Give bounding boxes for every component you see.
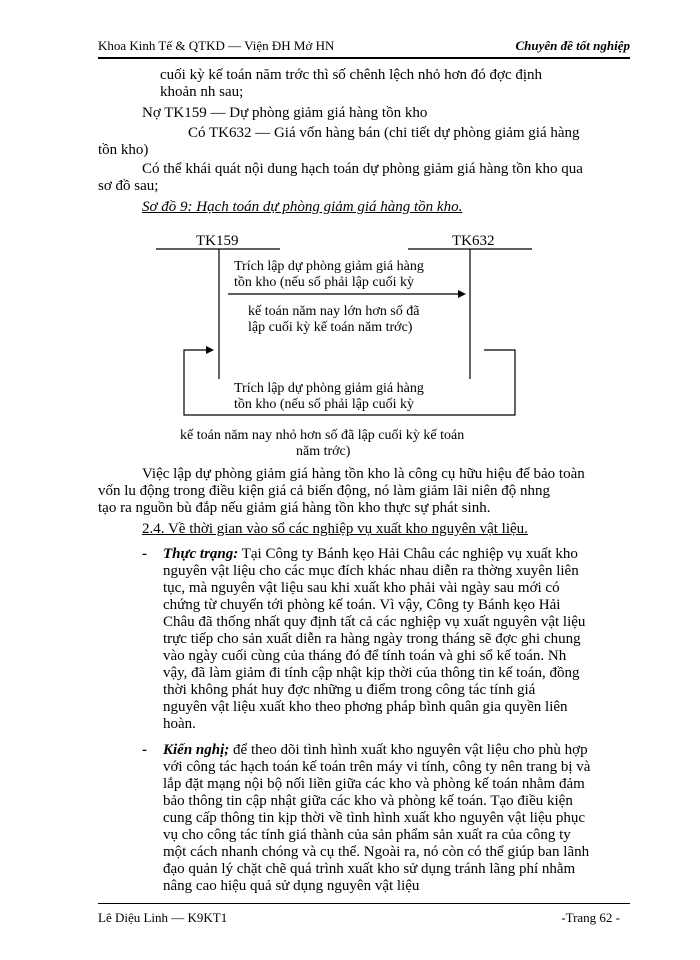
bullet-2-mark: - — [142, 742, 147, 758]
bullet-1-line-3: chứng từ chuyển tới phòng kế toán. Vì vậy, Công ty Bánh kẹo Hải — [163, 597, 561, 613]
bullet-1-label: Thực trạng: — [163, 546, 239, 562]
intro-line-2: khoản nh sau; — [160, 84, 244, 100]
top-label-2: tồn kho (nếu số phải lập cuối kỳ — [234, 275, 415, 290]
bullet-1-line-2: tục, mà nguyên vật liệu sau khi xuất kho phải vài ngày sau mới có — [163, 580, 560, 596]
section-heading: 2.4. Về thời gian vào sổ các nghiệp vụ xuất kho nguyên vật liệu. — [142, 521, 528, 537]
top-label-3: kế toán năm nay lớn hơn số đã — [248, 304, 420, 319]
conclusion-line-3: tạo ra nguồn bù đắp nếu giảm giá hàng tồn kho thực sự phát sinh. — [98, 500, 491, 516]
bullet-1-text-0: Tại Công ty Bánh kẹo Hải Châu các nghiệp vụ xuất kho — [238, 546, 578, 562]
bullet-1-line-5: trực tiếp cho sản xuất diễn ra hàng ngày trong tháng sẽ đợc ghi chung — [163, 631, 581, 647]
diagram-caption: Sơ đồ 9: Hạch toán dự phòng giảm giá hàng tồn kho. — [142, 199, 463, 215]
bottom-label-3: kế toán năm nay nhỏ hơn số đã lập cuối kỳ kế toán — [180, 428, 465, 443]
bottom-label-1: Trích lập dự phòng giảm giá hàng — [234, 381, 424, 396]
summary-line-1: Có thể khái quát nội dung hạch toán dự phòng giảm giá hàng tồn kho qua — [142, 161, 583, 177]
conclusion-line-1: Việc lập dự phòng giảm giá hàng tồn kho là công cụ hữu hiệu để bảo toàn — [142, 466, 585, 482]
intro-line-1: cuối kỳ kế toán năm trớc thì số chênh lệch nhỏ hơn đó đợc định — [160, 67, 543, 83]
account-tk159: TK159 — [196, 233, 239, 249]
footer-rule — [98, 903, 630, 904]
bottom-label-4: năm trớc) — [296, 444, 351, 459]
account-tk632: TK632 — [452, 233, 495, 249]
bullet-2-line-3: bảo thông tin cập nhật giữa các kho và phòng kế toán. Tạo điều kiện — [163, 793, 573, 809]
credit-entry-line-2: tồn kho) — [98, 142, 149, 158]
bullet-2-line-8: nâng cao hiệu quả sử dụng nguyên vật liệu — [163, 878, 420, 894]
top-label-4: lập cuối kỳ kế toán năm trớc) — [248, 320, 413, 335]
bottom-arrowhead — [206, 346, 214, 354]
header-right: Chuyên đề tốt nghiệp — [515, 38, 630, 53]
header-left: Khoa Kinh Tế & QTKD — Viện ĐH Mở HN — [98, 38, 335, 53]
top-arrowhead — [458, 290, 466, 298]
bullet-1-line-6: vào ngày cuối cùng của tháng đó để tính toán và ghi sổ kế toán. Nh — [163, 648, 567, 664]
bullet-1-line-7: vậy, đã làm giảm đi tính cập nhật kịp thời của thông tin kế toán, đồng — [163, 665, 580, 681]
footer-right: -Trang 62 - — [561, 910, 620, 925]
bullet-2-line-6: một cách nhanh chóng và cụ thể. Ngoài ra, nó còn có thể giúp ban lãnh — [163, 844, 590, 860]
credit-entry-line-1: Có TK632 — Giá vốn hàng bán (chi tiết dự phòng giảm giá hàng — [188, 125, 580, 141]
bullet-2-line-4: cung cấp thông tin kịp thời về tình hình xuất kho nguyên vật liệu phục — [163, 810, 586, 826]
bottom-label-2: tồn kho (nếu số phải lập cuối kỳ — [234, 397, 415, 412]
bullet-1-line-1: nguyên vật liệu cho các mục đích khác nhau diễn ra thờng xuyên liên — [163, 563, 579, 579]
top-label-1: Trích lập dự phòng giảm giá hàng — [234, 259, 424, 274]
bullet-1-line-10: hoàn. — [163, 716, 196, 732]
bullet-1-line-9: nguyên vật liệu xuất kho theo phơng pháp bình quân gia quyền liên — [163, 699, 568, 715]
bullet-1-mark: - — [142, 546, 147, 562]
bullet-2-line-1: với công tác hạch toán kế toán trên máy vi tính, công ty nên trang bị và — [163, 759, 591, 775]
bullet-2-label: Kiến nghị; — [163, 742, 230, 758]
bullet-2-line-0 — [163, 742, 588, 759]
bullet-2-line-5: vụ cho công tác tính giá thành của sản phẩm sản xuất ra của công ty — [163, 827, 571, 843]
conclusion-line-2: vốn lu động trong điều kiện giá cả biến động, nó làm giảm lãi niên độ nhng — [98, 483, 550, 499]
bullet-1-line-4: Châu đã thống nhất quy định tất cả các nghiệp vụ xuất nguyên vật liệu — [163, 614, 586, 630]
bullet-2-line-7: đạo quản lý chặt chẽ quá trình xuất kho sử dụng tránh lãng phí nhằm — [163, 861, 576, 877]
bullet-1-line-8: thời không phát huy đợc những u điểm trong công tác tính giá — [163, 682, 536, 698]
debit-entry: Nợ TK159 — Dự phòng giảm giá hàng tồn kho — [142, 105, 428, 121]
bullet-2-text-0: để theo dõi tình hình xuất kho nguyên vật liệu cho phù hợp — [229, 742, 588, 758]
summary-line-2: sơ đồ sau; — [98, 178, 159, 194]
bullet-1-line-0 — [163, 546, 578, 563]
bullet-2-line-2: lắp đặt mạng nội bộ nối liền giữa các kho và phòng kế toán nhằm đảm — [163, 776, 585, 792]
footer-left: Lê Diệu Linh — K9KT1 — [98, 910, 228, 925]
